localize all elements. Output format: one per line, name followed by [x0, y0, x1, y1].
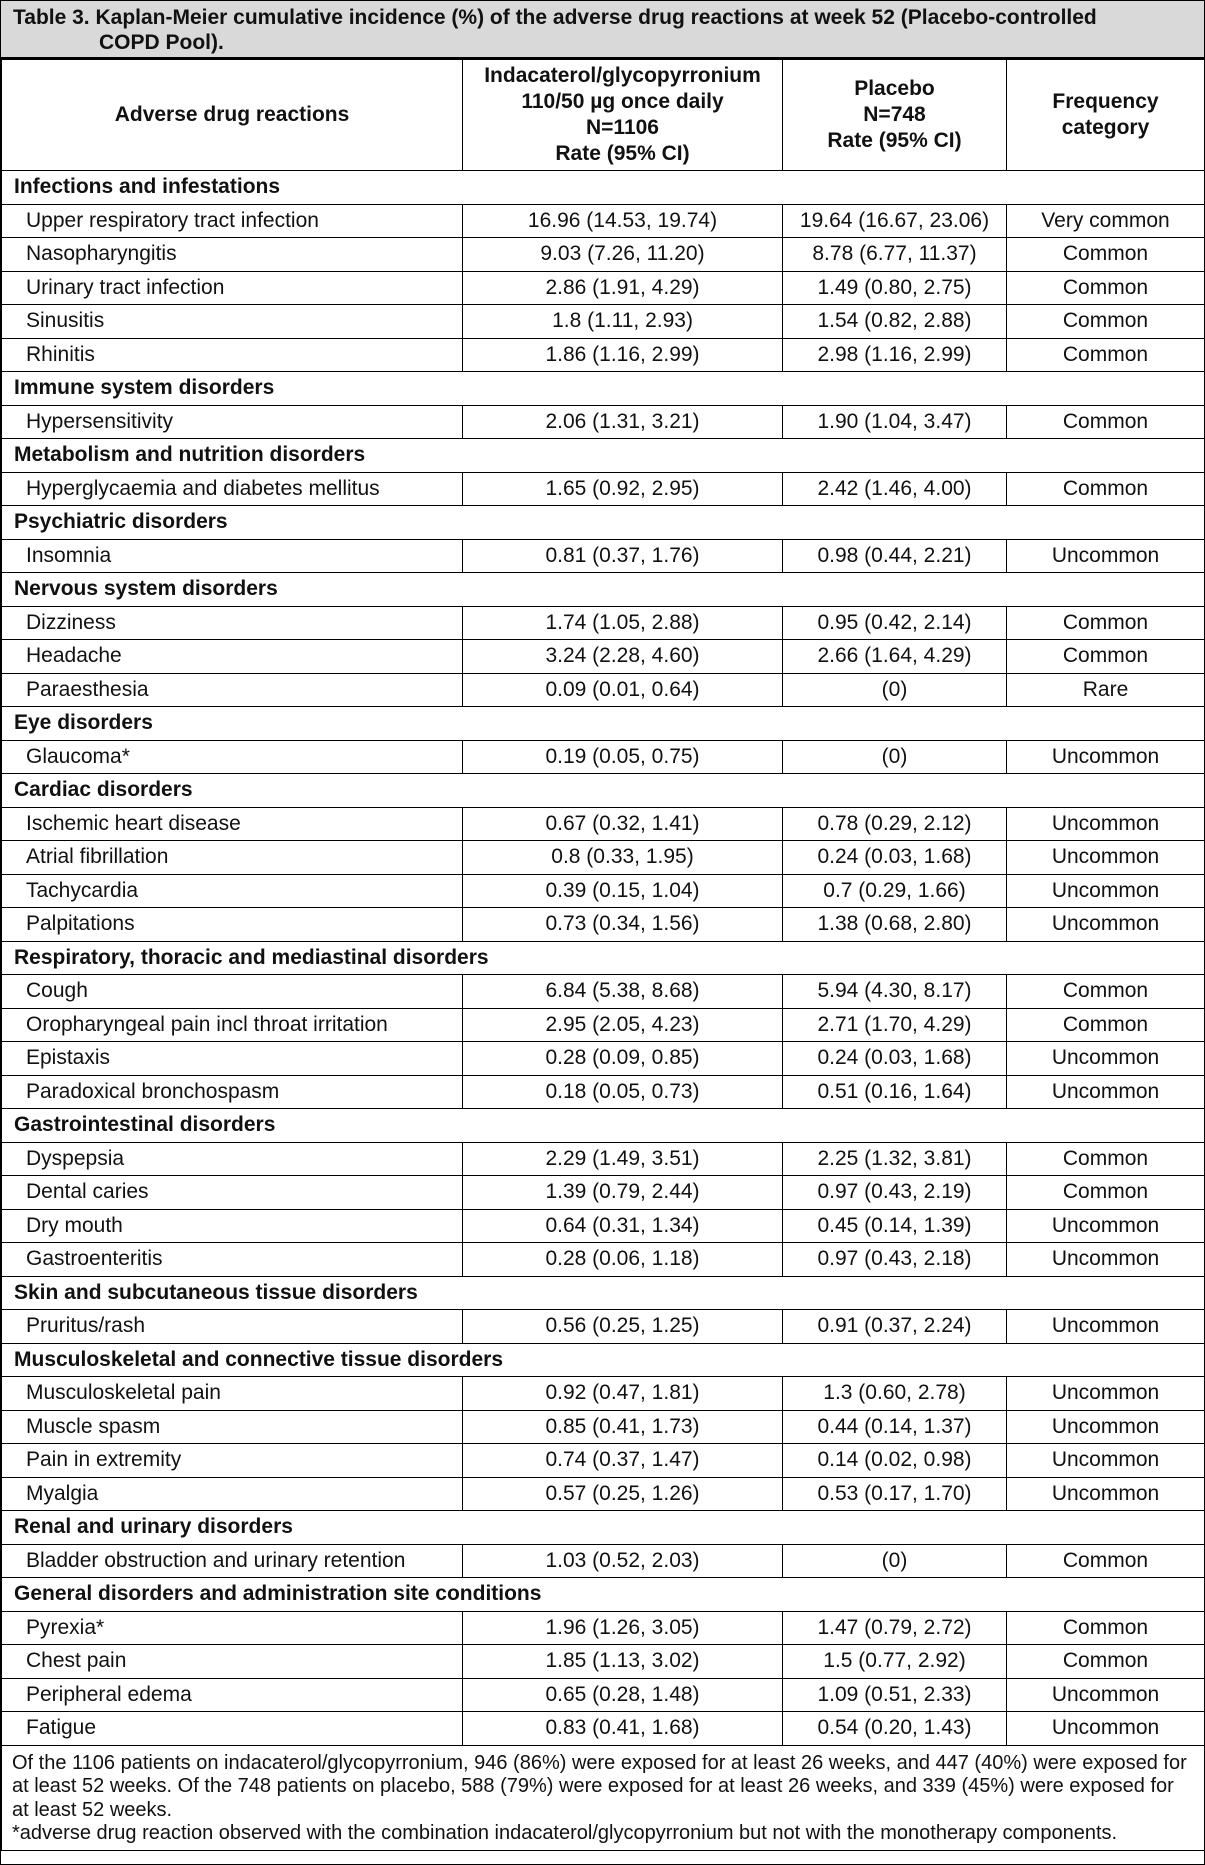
drug-rate: 0.81 (0.37, 1.76) — [463, 539, 783, 573]
placebo-rate: 0.97 (0.43, 2.19) — [783, 1176, 1007, 1210]
frequency-category: Uncommon — [1007, 841, 1205, 875]
placebo-rate: 19.64 (16.67, 23.06) — [783, 204, 1007, 238]
placebo-rate: 0.53 (0.17, 1.70) — [783, 1477, 1007, 1511]
reaction-term: Nasopharyngitis — [2, 238, 463, 272]
footnote-row — [2, 1745, 1205, 1850]
reaction-term: Sinusitis — [2, 305, 463, 339]
frequency-category: Common — [1007, 640, 1205, 674]
drug-rate: 0.28 (0.09, 0.85) — [463, 1042, 783, 1076]
group-title: Musculoskeletal and connective tissue disorders — [2, 1343, 1205, 1377]
frequency-category: Uncommon — [1007, 740, 1205, 774]
table-body — [2, 171, 1205, 1746]
reaction-term: Headache — [2, 640, 463, 674]
frequency-category: Uncommon — [1007, 1377, 1205, 1411]
group-title: Psychiatric disorders — [2, 506, 1205, 540]
adverse-reactions-table — [1, 59, 1205, 1851]
frequency-category: Common — [1007, 1176, 1205, 1210]
frequency-category: Uncommon — [1007, 1712, 1205, 1746]
drug-rate: 0.18 (0.05, 0.73) — [463, 1075, 783, 1109]
header-placebo: Placebo N=748 Rate (95% CI) — [783, 60, 1007, 171]
frequency-category: Common — [1007, 1008, 1205, 1042]
placebo-rate: 1.49 (0.80, 2.75) — [783, 271, 1007, 305]
reaction-term: Pain in extremity — [2, 1444, 463, 1478]
footnote-exposure: Of the 1106 patients on indacaterol/glycopyrronium, 946 (86%) were exposed for at least 26 weeks, and 447 (40%) were exposed for at least 52 weeks. Of the 748 patients on placebo, 588 (79%) were exposed for at least 26 weeks, and 339 (45%) were exposed for at least 52 weeks. — [12, 1751, 1187, 1821]
group-title: Metabolism and nutrition disorders — [2, 439, 1205, 473]
group-title: Renal and urinary disorders — [2, 1511, 1205, 1545]
frequency-category: Uncommon — [1007, 1310, 1205, 1344]
reaction-term: Muscle spasm — [2, 1410, 463, 1444]
reaction-term: Atrial fibrillation — [2, 841, 463, 875]
reaction-term: Peripheral edema — [2, 1678, 463, 1712]
table-row — [2, 1444, 1205, 1478]
placebo-rate: (0) — [783, 1544, 1007, 1578]
table-row — [2, 841, 1205, 875]
placebo-rate: 0.54 (0.20, 1.43) — [783, 1712, 1007, 1746]
table-row — [2, 1544, 1205, 1578]
frequency-category: Uncommon — [1007, 1444, 1205, 1478]
placebo-rate: 0.24 (0.03, 1.68) — [783, 1042, 1007, 1076]
table-row — [2, 1075, 1205, 1109]
table-row — [2, 1678, 1205, 1712]
table-row — [2, 1042, 1205, 1076]
reaction-term: Pyrexia* — [2, 1611, 463, 1645]
placebo-rate: 0.95 (0.42, 2.14) — [783, 606, 1007, 640]
table-row — [2, 1712, 1205, 1746]
reaction-term: Gastroenteritis — [2, 1243, 463, 1277]
frequency-category: Common — [1007, 1142, 1205, 1176]
placebo-rate: 0.24 (0.03, 1.68) — [783, 841, 1007, 875]
placebo-rate: 1.54 (0.82, 2.88) — [783, 305, 1007, 339]
table-row — [2, 1209, 1205, 1243]
reaction-term: Dental caries — [2, 1176, 463, 1210]
table-row — [2, 1410, 1205, 1444]
table-row — [2, 908, 1205, 942]
drug-rate: 0.73 (0.34, 1.56) — [463, 908, 783, 942]
drug-rate: 0.83 (0.41, 1.68) — [463, 1712, 783, 1746]
reaction-term: Dizziness — [2, 606, 463, 640]
placebo-rate: 2.71 (1.70, 4.29) — [783, 1008, 1007, 1042]
placebo-rate: 1.38 (0.68, 2.80) — [783, 908, 1007, 942]
table-row — [2, 1142, 1205, 1176]
table-row — [2, 606, 1205, 640]
group-row — [2, 1109, 1205, 1143]
reaction-term: Tachycardia — [2, 874, 463, 908]
group-title: Immune system disorders — [2, 372, 1205, 406]
drug-rate: 3.24 (2.28, 4.60) — [463, 640, 783, 674]
reaction-term: Cough — [2, 975, 463, 1009]
drug-rate: 1.74 (1.05, 2.88) — [463, 606, 783, 640]
header-row — [2, 60, 1205, 171]
group-title: Infections and infestations — [2, 171, 1205, 205]
group-row — [2, 1343, 1205, 1377]
drug-rate: 9.03 (7.26, 11.20) — [463, 238, 783, 272]
drug-rate: 2.86 (1.91, 4.29) — [463, 271, 783, 305]
frequency-category: Common — [1007, 1611, 1205, 1645]
group-title: Respiratory, thoracic and mediastinal disorders — [2, 941, 1205, 975]
placebo-rate: 1.5 (0.77, 2.92) — [783, 1645, 1007, 1679]
header-adr: Adverse drug reactions — [2, 60, 463, 171]
table-row — [2, 405, 1205, 439]
reaction-term: Chest pain — [2, 1645, 463, 1679]
table-row — [2, 1310, 1205, 1344]
drug-rate: 0.85 (0.41, 1.73) — [463, 1410, 783, 1444]
placebo-rate: 0.45 (0.14, 1.39) — [783, 1209, 1007, 1243]
frequency-category: Rare — [1007, 673, 1205, 707]
drug-rate: 1.39 (0.79, 2.44) — [463, 1176, 783, 1210]
frequency-category: Common — [1007, 271, 1205, 305]
table-row — [2, 271, 1205, 305]
table-caption — [1, 1, 1204, 59]
reaction-term: Palpitations — [2, 908, 463, 942]
drug-rate: 0.8 (0.33, 1.95) — [463, 841, 783, 875]
group-title: Gastrointestinal disorders — [2, 1109, 1205, 1143]
placebo-rate: (0) — [783, 673, 1007, 707]
placebo-rate: 0.44 (0.14, 1.37) — [783, 1410, 1007, 1444]
reaction-term: Glaucoma* — [2, 740, 463, 774]
drug-rate: 0.09 (0.01, 0.64) — [463, 673, 783, 707]
footnote-cell — [2, 1745, 1205, 1850]
placebo-rate: 0.51 (0.16, 1.64) — [783, 1075, 1007, 1109]
table-row — [2, 1377, 1205, 1411]
group-title: General disorders and administration site conditions — [2, 1578, 1205, 1612]
group-row — [2, 573, 1205, 607]
reaction-term: Myalgia — [2, 1477, 463, 1511]
header-drug: Indacaterol/glycopyrronium 110/50 µg once daily N=1106 Rate (95% CI) — [463, 60, 783, 171]
group-row — [2, 941, 1205, 975]
frequency-category: Common — [1007, 405, 1205, 439]
table-row — [2, 1008, 1205, 1042]
reaction-term: Urinary tract infection — [2, 271, 463, 305]
placebo-rate: 1.3 (0.60, 2.78) — [783, 1377, 1007, 1411]
reaction-term: Hyperglycaemia and diabetes mellitus — [2, 472, 463, 506]
frequency-category: Common — [1007, 238, 1205, 272]
placebo-rate: 8.78 (6.77, 11.37) — [783, 238, 1007, 272]
frequency-category: Very common — [1007, 204, 1205, 238]
reaction-term: Oropharyngeal pain incl throat irritation — [2, 1008, 463, 1042]
drug-rate: 1.96 (1.26, 3.05) — [463, 1611, 783, 1645]
reaction-term: Hypersensitivity — [2, 405, 463, 439]
frequency-category: Uncommon — [1007, 1042, 1205, 1076]
frequency-category: Uncommon — [1007, 874, 1205, 908]
drug-rate: 2.29 (1.49, 3.51) — [463, 1142, 783, 1176]
table-row — [2, 238, 1205, 272]
caption-line-2: COPD Pool). — [99, 31, 224, 54]
reaction-term: Fatigue — [2, 1712, 463, 1746]
footnote-asterisk: *adverse drug reaction observed with the combination indacaterol/glycopyrronium but not with the monotherapy components. — [12, 1822, 1118, 1844]
reaction-term: Ischemic heart disease — [2, 807, 463, 841]
placebo-rate: 0.14 (0.02, 0.98) — [783, 1444, 1007, 1478]
table-row — [2, 1645, 1205, 1679]
placebo-rate: 0.7 (0.29, 1.66) — [783, 874, 1007, 908]
table-row — [2, 740, 1205, 774]
group-row — [2, 774, 1205, 808]
placebo-rate: (0) — [783, 740, 1007, 774]
reaction-term: Paraesthesia — [2, 673, 463, 707]
group-row — [2, 171, 1205, 205]
caption-line-1: Table 3. Kaplan-Meier cumulative incidence (%) of the adverse drug reactions at week 52 (Placebo-controlled — [13, 6, 1097, 29]
table-row — [2, 472, 1205, 506]
group-row — [2, 707, 1205, 741]
reaction-term: Pruritus/rash — [2, 1310, 463, 1344]
table-row — [2, 204, 1205, 238]
placebo-rate: 1.90 (1.04, 3.47) — [783, 405, 1007, 439]
drug-rate: 2.06 (1.31, 3.21) — [463, 405, 783, 439]
header-frequency: Frequency category — [1007, 60, 1205, 171]
reaction-term: Dry mouth — [2, 1209, 463, 1243]
group-row — [2, 372, 1205, 406]
drug-rate: 1.65 (0.92, 2.95) — [463, 472, 783, 506]
frequency-category: Common — [1007, 338, 1205, 372]
drug-rate: 0.28 (0.06, 1.18) — [463, 1243, 783, 1277]
table-row — [2, 1243, 1205, 1277]
placebo-rate: 2.25 (1.32, 3.81) — [783, 1142, 1007, 1176]
placebo-rate: 1.09 (0.51, 2.33) — [783, 1678, 1007, 1712]
drug-rate: 1.86 (1.16, 2.99) — [463, 338, 783, 372]
placebo-rate: 1.47 (0.79, 2.72) — [783, 1611, 1007, 1645]
drug-rate: 0.74 (0.37, 1.47) — [463, 1444, 783, 1478]
reaction-term: Dyspepsia — [2, 1142, 463, 1176]
group-row — [2, 1578, 1205, 1612]
placebo-rate: 0.78 (0.29, 2.12) — [783, 807, 1007, 841]
drug-rate: 6.84 (5.38, 8.68) — [463, 975, 783, 1009]
table-row — [2, 673, 1205, 707]
frequency-category: Common — [1007, 305, 1205, 339]
frequency-category: Common — [1007, 1645, 1205, 1679]
drug-rate: 0.56 (0.25, 1.25) — [463, 1310, 783, 1344]
drug-rate: 0.67 (0.32, 1.41) — [463, 807, 783, 841]
drug-rate: 1.8 (1.11, 2.93) — [463, 305, 783, 339]
group-title: Eye disorders — [2, 707, 1205, 741]
group-title: Nervous system disorders — [2, 573, 1205, 607]
group-row — [2, 1276, 1205, 1310]
drug-rate: 0.57 (0.25, 1.26) — [463, 1477, 783, 1511]
table-row — [2, 1176, 1205, 1210]
frequency-category: Common — [1007, 975, 1205, 1009]
reaction-term: Rhinitis — [2, 338, 463, 372]
frequency-category: Uncommon — [1007, 1243, 1205, 1277]
placebo-rate: 5.94 (4.30, 8.17) — [783, 975, 1007, 1009]
drug-rate: 0.92 (0.47, 1.81) — [463, 1377, 783, 1411]
drug-rate: 0.19 (0.05, 0.75) — [463, 740, 783, 774]
placebo-rate: 2.66 (1.64, 4.29) — [783, 640, 1007, 674]
drug-rate: 0.65 (0.28, 1.48) — [463, 1678, 783, 1712]
table-row — [2, 874, 1205, 908]
frequency-category: Uncommon — [1007, 539, 1205, 573]
reaction-term: Musculoskeletal pain — [2, 1377, 463, 1411]
frequency-category: Uncommon — [1007, 1410, 1205, 1444]
table-row — [2, 539, 1205, 573]
placebo-rate: 0.91 (0.37, 2.24) — [783, 1310, 1007, 1344]
table-row — [2, 1611, 1205, 1645]
reaction-term: Insomnia — [2, 539, 463, 573]
table-row — [2, 338, 1205, 372]
frequency-category: Uncommon — [1007, 807, 1205, 841]
frequency-category: Common — [1007, 606, 1205, 640]
drug-rate: 2.95 (2.05, 4.23) — [463, 1008, 783, 1042]
table-row — [2, 807, 1205, 841]
frequency-category: Uncommon — [1007, 908, 1205, 942]
group-title: Cardiac disorders — [2, 774, 1205, 808]
frequency-category: Uncommon — [1007, 1209, 1205, 1243]
frequency-category: Common — [1007, 472, 1205, 506]
table-row — [2, 305, 1205, 339]
drug-rate: 16.96 (14.53, 19.74) — [463, 204, 783, 238]
group-title: Skin and subcutaneous tissue disorders — [2, 1276, 1205, 1310]
reaction-term: Bladder obstruction and urinary retention — [2, 1544, 463, 1578]
frequency-category: Uncommon — [1007, 1678, 1205, 1712]
group-row — [2, 506, 1205, 540]
drug-rate: 1.85 (1.13, 3.02) — [463, 1645, 783, 1679]
table-row — [2, 975, 1205, 1009]
placebo-rate: 2.98 (1.16, 2.99) — [783, 338, 1007, 372]
table-row — [2, 640, 1205, 674]
placebo-rate: 0.97 (0.43, 2.18) — [783, 1243, 1007, 1277]
reaction-term: Epistaxis — [2, 1042, 463, 1076]
group-row — [2, 1511, 1205, 1545]
group-row — [2, 439, 1205, 473]
frequency-category: Uncommon — [1007, 1477, 1205, 1511]
reaction-term: Upper respiratory tract infection — [2, 204, 463, 238]
frequency-category: Common — [1007, 1544, 1205, 1578]
drug-rate: 0.64 (0.31, 1.34) — [463, 1209, 783, 1243]
placebo-rate: 2.42 (1.46, 4.00) — [783, 472, 1007, 506]
table-row — [2, 1477, 1205, 1511]
frequency-category: Uncommon — [1007, 1075, 1205, 1109]
drug-rate: 1.03 (0.52, 2.03) — [463, 1544, 783, 1578]
drug-rate: 0.39 (0.15, 1.04) — [463, 874, 783, 908]
reaction-term: Paradoxical bronchospasm — [2, 1075, 463, 1109]
placebo-rate: 0.98 (0.44, 2.21) — [783, 539, 1007, 573]
